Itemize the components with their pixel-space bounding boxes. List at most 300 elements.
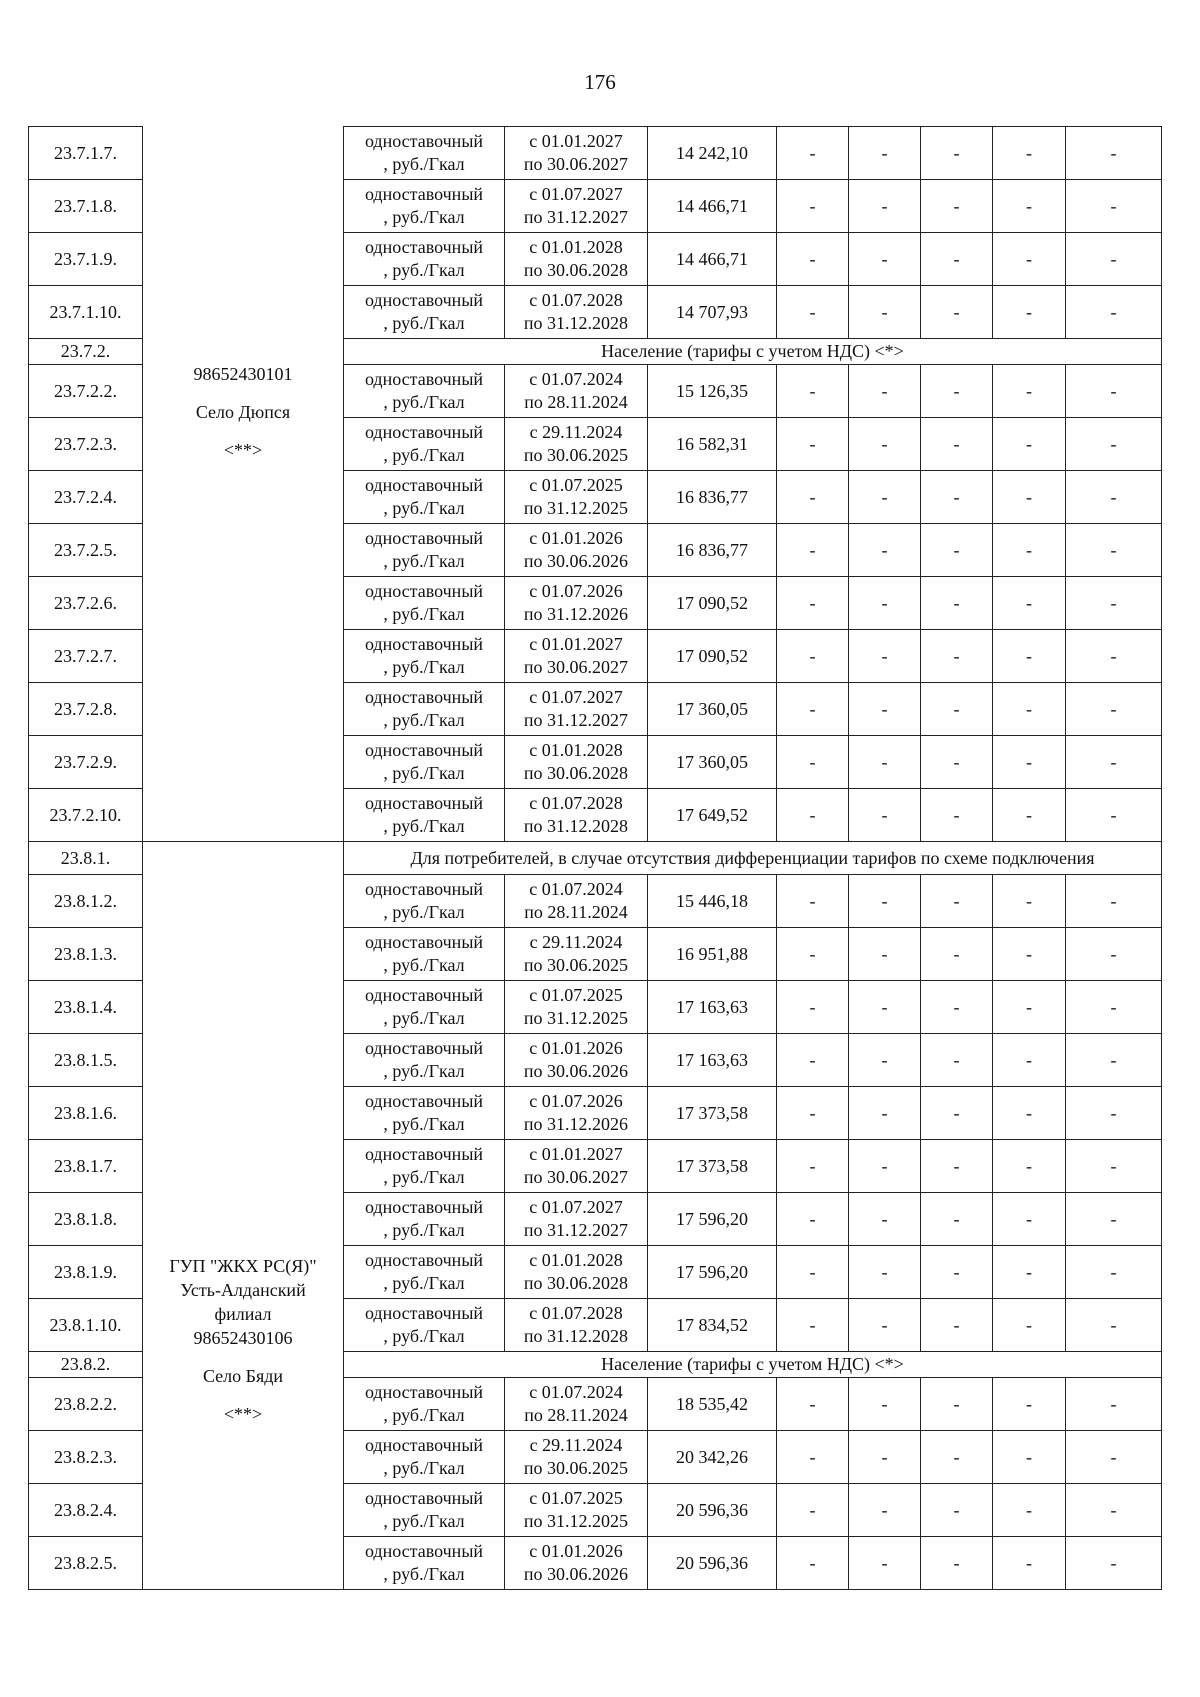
dash-cell: - bbox=[849, 418, 921, 471]
period-to: по 31.12.2028 bbox=[523, 313, 629, 333]
dash-cell: - bbox=[1066, 365, 1162, 418]
spacer bbox=[145, 1350, 341, 1364]
dash-cell: - bbox=[993, 1299, 1066, 1352]
period-from: с 01.07.2024 bbox=[529, 879, 623, 899]
period-cell bbox=[505, 233, 648, 286]
dash-cell: - bbox=[921, 736, 993, 789]
rate-unit: , руб./Гкал bbox=[383, 1458, 465, 1478]
rate-unit: , руб./Гкал bbox=[383, 313, 465, 333]
dash-cell: - bbox=[993, 1246, 1066, 1299]
dash-cell: - bbox=[993, 524, 1066, 577]
rate-unit: , руб./Гкал bbox=[383, 816, 465, 836]
dash-cell: - bbox=[777, 1484, 849, 1537]
rate-unit: , руб./Гкал bbox=[383, 955, 465, 975]
period-from: с 01.01.2027 bbox=[529, 1144, 623, 1164]
rate-type-cell bbox=[344, 1193, 505, 1246]
rate-type-cell bbox=[344, 928, 505, 981]
dash-cell: - bbox=[921, 1140, 993, 1193]
period-to: по 31.12.2027 bbox=[523, 207, 629, 227]
row-number-cell: 23.7.2.10. bbox=[29, 789, 143, 842]
tariff-value-cell: 18 535,42 bbox=[648, 1378, 777, 1431]
rate-type: одноставочный bbox=[364, 985, 484, 1005]
dash-cell: - bbox=[993, 875, 1066, 928]
dash-cell: - bbox=[777, 365, 849, 418]
dash-cell: - bbox=[993, 1537, 1066, 1590]
tariff-value-cell: 17 596,20 bbox=[648, 1193, 777, 1246]
dash-cell: - bbox=[777, 471, 849, 524]
footnote-mark: <**> bbox=[223, 439, 263, 460]
rate-type-cell bbox=[344, 630, 505, 683]
dash-cell: - bbox=[849, 127, 921, 180]
dash-cell: - bbox=[849, 981, 921, 1034]
dash-cell: - bbox=[777, 630, 849, 683]
rate-unit: , руб./Гкал bbox=[383, 207, 465, 227]
row-number-cell: 23.8.1.3. bbox=[29, 928, 143, 981]
dash-cell: - bbox=[777, 736, 849, 789]
rate-type-cell bbox=[344, 1246, 505, 1299]
rate-unit: , руб./Гкал bbox=[383, 710, 465, 730]
dash-cell: - bbox=[993, 233, 1066, 286]
period-cell bbox=[505, 981, 648, 1034]
dash-cell: - bbox=[777, 286, 849, 339]
row-number-cell: 23.7.2.2. bbox=[29, 365, 143, 418]
rate-type-cell bbox=[344, 875, 505, 928]
table-row bbox=[29, 127, 1162, 180]
period-from: с 01.01.2028 bbox=[529, 740, 623, 760]
dash-cell: - bbox=[1066, 928, 1162, 981]
tariff-value-cell: 16 582,31 bbox=[648, 418, 777, 471]
dash-cell: - bbox=[921, 928, 993, 981]
period-cell bbox=[505, 577, 648, 630]
rate-type: одноставочный bbox=[364, 528, 484, 548]
dash-cell: - bbox=[993, 127, 1066, 180]
period-to: по 30.06.2027 bbox=[523, 154, 629, 174]
rate-type-cell bbox=[344, 1087, 505, 1140]
dash-cell: - bbox=[1066, 1431, 1162, 1484]
tariff-value-cell: 15 126,35 bbox=[648, 365, 777, 418]
dash-cell: - bbox=[777, 1087, 849, 1140]
dash-cell: - bbox=[777, 418, 849, 471]
rate-unit: , руб./Гкал bbox=[383, 1273, 465, 1293]
tariff-value-cell: 17 360,05 bbox=[648, 736, 777, 789]
tariff-value-cell: 14 466,71 bbox=[648, 233, 777, 286]
rate-type: одноставочный bbox=[364, 1488, 484, 1508]
rate-unit: , руб./Гкал bbox=[383, 763, 465, 783]
dash-cell: - bbox=[921, 233, 993, 286]
rate-type-cell bbox=[344, 418, 505, 471]
period-from: с 01.01.2027 bbox=[529, 131, 623, 151]
period-to: по 30.06.2028 bbox=[523, 763, 629, 783]
dash-cell: - bbox=[849, 1140, 921, 1193]
period-from: с 01.01.2028 bbox=[529, 237, 623, 257]
rate-type: одноставочный bbox=[364, 1144, 484, 1164]
rate-type-cell bbox=[344, 286, 505, 339]
dash-cell: - bbox=[777, 1246, 849, 1299]
period-cell bbox=[505, 875, 648, 928]
rate-type: одноставочный bbox=[364, 634, 484, 654]
dash-cell: - bbox=[993, 1484, 1066, 1537]
period-to: по 31.12.2025 bbox=[523, 1008, 629, 1028]
dash-cell: - bbox=[1066, 683, 1162, 736]
rate-type-cell bbox=[344, 981, 505, 1034]
row-number-cell: 23.8.1.6. bbox=[29, 1087, 143, 1140]
rate-type: одноставочный bbox=[364, 131, 484, 151]
period-from: с 29.11.2024 bbox=[529, 932, 623, 952]
rate-type-cell bbox=[344, 524, 505, 577]
dash-cell: - bbox=[849, 471, 921, 524]
dash-cell: - bbox=[993, 418, 1066, 471]
period-to: по 31.12.2026 bbox=[523, 1114, 629, 1134]
tariff-table bbox=[28, 126, 1162, 1590]
period-cell bbox=[505, 1140, 648, 1193]
dash-cell: - bbox=[921, 286, 993, 339]
rate-type: одноставочный bbox=[364, 237, 484, 257]
rate-unit: , руб./Гкал bbox=[383, 1167, 465, 1187]
period-from: с 01.07.2024 bbox=[529, 369, 623, 389]
rate-unit: , руб./Гкал bbox=[383, 1511, 465, 1531]
rate-type-cell bbox=[344, 180, 505, 233]
dash-cell: - bbox=[921, 1484, 993, 1537]
dash-cell: - bbox=[1066, 1087, 1162, 1140]
rate-unit: , руб./Гкал bbox=[383, 1008, 465, 1028]
group-row bbox=[29, 842, 1162, 875]
rate-type-cell bbox=[344, 577, 505, 630]
tariff-value-cell: 17 163,63 bbox=[648, 981, 777, 1034]
dash-cell: - bbox=[1066, 471, 1162, 524]
rate-unit: , руб./Гкал bbox=[383, 392, 465, 412]
dash-cell: - bbox=[777, 1537, 849, 1590]
period-to: по 30.06.2027 bbox=[523, 657, 629, 677]
period-from: с 01.07.2027 bbox=[529, 1197, 623, 1217]
rate-type-cell bbox=[344, 1299, 505, 1352]
dash-cell: - bbox=[1066, 1140, 1162, 1193]
dash-cell: - bbox=[1066, 875, 1162, 928]
period-from: с 01.07.2025 bbox=[529, 985, 623, 1005]
rate-unit: , руб./Гкал bbox=[383, 1061, 465, 1081]
rate-type-cell bbox=[344, 1378, 505, 1431]
tariff-value-cell: 17 090,52 bbox=[648, 630, 777, 683]
rate-unit: , руб./Гкал bbox=[383, 551, 465, 571]
dash-cell: - bbox=[777, 180, 849, 233]
rate-unit: , руб./Гкал bbox=[383, 604, 465, 624]
dash-cell: - bbox=[1066, 418, 1162, 471]
period-cell bbox=[505, 1537, 648, 1590]
period-to: по 30.06.2028 bbox=[523, 260, 629, 280]
row-number-cell: 23.7.2.7. bbox=[29, 630, 143, 683]
period-cell bbox=[505, 1431, 648, 1484]
organization-cell bbox=[143, 842, 344, 1590]
dash-cell: - bbox=[993, 789, 1066, 842]
territory-code: 98652430101 bbox=[193, 363, 293, 384]
tariff-value-cell: 16 951,88 bbox=[648, 928, 777, 981]
period-from: с 01.07.2027 bbox=[529, 687, 623, 707]
dash-cell: - bbox=[777, 981, 849, 1034]
rate-type: одноставочный bbox=[364, 1541, 484, 1561]
period-from: с 01.07.2025 bbox=[529, 1488, 623, 1508]
dash-cell: - bbox=[921, 524, 993, 577]
row-number-cell: 23.7.1.10. bbox=[29, 286, 143, 339]
dash-cell: - bbox=[849, 180, 921, 233]
period-to: по 28.11.2024 bbox=[524, 392, 628, 412]
period-from: с 29.11.2024 bbox=[529, 1435, 623, 1455]
period-cell bbox=[505, 789, 648, 842]
tariff-value-cell: 16 836,77 bbox=[648, 524, 777, 577]
footnote-mark: <**> bbox=[223, 1404, 263, 1424]
row-number-cell: 23.7.2.9. bbox=[29, 736, 143, 789]
period-to: по 31.12.2027 bbox=[523, 1220, 629, 1240]
dash-cell: - bbox=[849, 1537, 921, 1590]
dash-cell: - bbox=[777, 1193, 849, 1246]
rate-unit: , руб./Гкал bbox=[383, 657, 465, 677]
period-to: по 31.12.2028 bbox=[523, 1326, 629, 1346]
dash-cell: - bbox=[849, 1193, 921, 1246]
rate-unit: , руб./Гкал bbox=[383, 1114, 465, 1134]
period-to: по 31.12.2027 bbox=[523, 710, 629, 730]
group-label-cell: Население (тарифы с учетом НДС) <*> bbox=[344, 339, 1162, 365]
period-from: с 01.07.2026 bbox=[529, 1091, 623, 1111]
row-number-cell: 23.8.1.9. bbox=[29, 1246, 143, 1299]
rate-unit: , руб./Гкал bbox=[383, 1220, 465, 1240]
period-cell bbox=[505, 630, 648, 683]
rate-type: одноставочный bbox=[364, 1038, 484, 1058]
page-number: 176 bbox=[584, 70, 616, 94]
row-number-cell: 23.8.1.10. bbox=[29, 1299, 143, 1352]
rate-type-cell bbox=[344, 1537, 505, 1590]
dash-cell: - bbox=[1066, 1034, 1162, 1087]
row-number-cell: 23.7.1.9. bbox=[29, 233, 143, 286]
settlement-name: Село Бяди bbox=[202, 1366, 284, 1386]
dash-cell: - bbox=[921, 180, 993, 233]
period-cell bbox=[505, 1193, 648, 1246]
dash-cell: - bbox=[849, 1034, 921, 1087]
period-cell bbox=[505, 127, 648, 180]
rate-unit: , руб./Гкал bbox=[383, 445, 465, 465]
dash-cell: - bbox=[993, 1431, 1066, 1484]
period-to: по 30.06.2026 bbox=[523, 1564, 629, 1584]
row-number-cell: 23.8.2.4. bbox=[29, 1484, 143, 1537]
period-cell bbox=[505, 1378, 648, 1431]
rate-unit: , руб./Гкал bbox=[383, 902, 465, 922]
dash-cell: - bbox=[777, 928, 849, 981]
dash-cell: - bbox=[777, 1299, 849, 1352]
organization-name: ГУП "ЖКХ РС(Я)" bbox=[169, 1256, 317, 1276]
dash-cell: - bbox=[993, 286, 1066, 339]
dash-cell: - bbox=[777, 683, 849, 736]
period-cell bbox=[505, 471, 648, 524]
dash-cell: - bbox=[1066, 127, 1162, 180]
period-cell bbox=[505, 1246, 648, 1299]
row-number-cell: 23.7.2.5. bbox=[29, 524, 143, 577]
rate-type-cell bbox=[344, 736, 505, 789]
period-to: по 31.12.2025 bbox=[523, 1511, 629, 1531]
dash-cell: - bbox=[993, 736, 1066, 789]
dash-cell: - bbox=[777, 127, 849, 180]
tariff-value-cell: 17 360,05 bbox=[648, 683, 777, 736]
period-from: с 01.01.2026 bbox=[529, 528, 623, 548]
period-to: по 28.11.2024 bbox=[524, 1405, 628, 1425]
row-number-cell: 23.8.2.5. bbox=[29, 1537, 143, 1590]
row-number-cell: 23.7.2. bbox=[29, 339, 143, 365]
dash-cell: - bbox=[993, 180, 1066, 233]
row-number-cell: 23.8.1.7. bbox=[29, 1140, 143, 1193]
dash-cell: - bbox=[777, 789, 849, 842]
period-from: с 01.01.2028 bbox=[529, 1250, 623, 1270]
dash-cell: - bbox=[849, 683, 921, 736]
tariff-value-cell: 17 834,52 bbox=[648, 1299, 777, 1352]
rate-unit: , руб./Гкал bbox=[383, 1564, 465, 1584]
rate-unit: , руб./Гкал bbox=[383, 154, 465, 174]
spacer bbox=[145, 386, 341, 400]
tariff-value-cell: 17 649,52 bbox=[648, 789, 777, 842]
period-from: с 01.07.2028 bbox=[529, 1303, 623, 1323]
rate-type: одноставочный bbox=[364, 1435, 484, 1455]
dash-cell: - bbox=[849, 233, 921, 286]
dash-cell: - bbox=[921, 365, 993, 418]
tariff-value-cell: 20 596,36 bbox=[648, 1537, 777, 1590]
period-to: по 31.12.2026 bbox=[523, 604, 629, 624]
dash-cell: - bbox=[921, 1378, 993, 1431]
period-cell bbox=[505, 1087, 648, 1140]
dash-cell: - bbox=[993, 683, 1066, 736]
dash-cell: - bbox=[849, 577, 921, 630]
rate-type: одноставочный bbox=[364, 740, 484, 760]
tariff-value-cell: 17 090,52 bbox=[648, 577, 777, 630]
rate-type: одноставочный bbox=[364, 1250, 484, 1270]
dash-cell: - bbox=[1066, 1484, 1162, 1537]
row-number-cell: 23.8.1.2. bbox=[29, 875, 143, 928]
group-label-cell: Население (тарифы с учетом НДС) <*> bbox=[344, 1352, 1162, 1378]
dash-cell: - bbox=[849, 286, 921, 339]
dash-cell: - bbox=[921, 789, 993, 842]
dash-cell: - bbox=[849, 1246, 921, 1299]
dash-cell: - bbox=[1066, 180, 1162, 233]
rate-unit: , руб./Гкал bbox=[383, 498, 465, 518]
dash-cell: - bbox=[993, 981, 1066, 1034]
row-number-cell: 23.7.2.3. bbox=[29, 418, 143, 471]
dash-cell: - bbox=[777, 577, 849, 630]
dash-cell: - bbox=[921, 577, 993, 630]
period-from: с 29.11.2024 bbox=[529, 422, 623, 442]
dash-cell: - bbox=[921, 1299, 993, 1352]
tariff-value-cell: 16 836,77 bbox=[648, 471, 777, 524]
rate-type: одноставочный bbox=[364, 369, 484, 389]
dash-cell: - bbox=[849, 875, 921, 928]
rate-type: одноставочный bbox=[364, 581, 484, 601]
dash-cell: - bbox=[993, 630, 1066, 683]
period-from: с 01.01.2026 bbox=[529, 1038, 623, 1058]
period-to: по 28.11.2024 bbox=[524, 902, 628, 922]
period-to: по 30.06.2026 bbox=[523, 1061, 629, 1081]
period-cell bbox=[505, 928, 648, 981]
dash-cell: - bbox=[993, 471, 1066, 524]
dash-cell: - bbox=[1066, 736, 1162, 789]
period-to: по 30.06.2025 bbox=[523, 1458, 629, 1478]
settlement-name: Село Дюпся bbox=[195, 401, 291, 422]
dash-cell: - bbox=[1066, 981, 1162, 1034]
period-to: по 30.06.2028 bbox=[523, 1273, 629, 1293]
dash-cell: - bbox=[849, 524, 921, 577]
period-cell bbox=[505, 365, 648, 418]
rate-type: одноставочный bbox=[364, 687, 484, 707]
rate-type-cell bbox=[344, 1431, 505, 1484]
dash-cell: - bbox=[1066, 1193, 1162, 1246]
rate-unit: , руб./Гкал bbox=[383, 1405, 465, 1425]
dash-cell: - bbox=[849, 736, 921, 789]
dash-cell: - bbox=[849, 1299, 921, 1352]
territory-code: 98652430106 bbox=[193, 1328, 293, 1348]
organization-name: Усть-Алданский bbox=[180, 1280, 306, 1300]
dash-cell: - bbox=[1066, 630, 1162, 683]
rate-type: одноставочный bbox=[364, 793, 484, 813]
dash-cell: - bbox=[1066, 789, 1162, 842]
period-cell bbox=[505, 1484, 648, 1537]
row-number-cell: 23.7.2.6. bbox=[29, 577, 143, 630]
row-number-cell: 23.7.2.4. bbox=[29, 471, 143, 524]
dash-cell: - bbox=[921, 1087, 993, 1140]
rate-type: одноставочный bbox=[364, 184, 484, 204]
dash-cell: - bbox=[1066, 233, 1162, 286]
period-to: по 30.06.2027 bbox=[523, 1167, 629, 1187]
period-cell bbox=[505, 736, 648, 789]
tariff-table-body bbox=[29, 127, 1162, 1590]
tariff-value-cell: 20 596,36 bbox=[648, 1484, 777, 1537]
dash-cell: - bbox=[1066, 1537, 1162, 1590]
period-from: с 01.07.2025 bbox=[529, 475, 623, 495]
dash-cell: - bbox=[777, 1431, 849, 1484]
dash-cell: - bbox=[993, 1087, 1066, 1140]
dash-cell: - bbox=[921, 1034, 993, 1087]
period-from: с 01.07.2028 bbox=[529, 793, 623, 813]
dash-cell: - bbox=[921, 1537, 993, 1590]
dash-cell: - bbox=[849, 1484, 921, 1537]
rate-type: одноставочный bbox=[364, 879, 484, 899]
dash-cell: - bbox=[1066, 524, 1162, 577]
row-number-cell: 23.7.1.7. bbox=[29, 127, 143, 180]
row-number-cell: 23.8.1.8. bbox=[29, 1193, 143, 1246]
rate-type: одноставочный bbox=[364, 422, 484, 442]
period-from: с 01.07.2024 bbox=[529, 1382, 623, 1402]
dash-cell: - bbox=[1066, 286, 1162, 339]
rate-unit: , руб./Гкал bbox=[383, 1326, 465, 1346]
period-to: по 31.12.2025 bbox=[523, 498, 629, 518]
period-cell bbox=[505, 1299, 648, 1352]
dash-cell: - bbox=[777, 1034, 849, 1087]
rate-type-cell bbox=[344, 365, 505, 418]
dash-cell: - bbox=[1066, 1299, 1162, 1352]
rate-type-cell bbox=[344, 789, 505, 842]
dash-cell: - bbox=[993, 1034, 1066, 1087]
tariff-value-cell: 15 446,18 bbox=[648, 875, 777, 928]
row-number-cell: 23.7.1.8. bbox=[29, 180, 143, 233]
tariff-value-cell: 14 466,71 bbox=[648, 180, 777, 233]
dash-cell: - bbox=[849, 1378, 921, 1431]
dash-cell: - bbox=[921, 875, 993, 928]
dash-cell: - bbox=[1066, 577, 1162, 630]
rate-type-cell bbox=[344, 1140, 505, 1193]
dash-cell: - bbox=[993, 1140, 1066, 1193]
row-number-cell: 23.8.2.2. bbox=[29, 1378, 143, 1431]
rate-type: одноставочный bbox=[364, 1091, 484, 1111]
dash-cell: - bbox=[849, 630, 921, 683]
row-number-cell: 23.8.1.4. bbox=[29, 981, 143, 1034]
rate-type: одноставочный bbox=[364, 1303, 484, 1323]
period-from: с 01.01.2027 bbox=[529, 634, 623, 654]
dash-cell: - bbox=[921, 1193, 993, 1246]
period-cell bbox=[505, 180, 648, 233]
period-to: по 30.06.2025 bbox=[523, 955, 629, 975]
dash-cell: - bbox=[993, 1378, 1066, 1431]
row-number-cell: 23.7.2.8. bbox=[29, 683, 143, 736]
